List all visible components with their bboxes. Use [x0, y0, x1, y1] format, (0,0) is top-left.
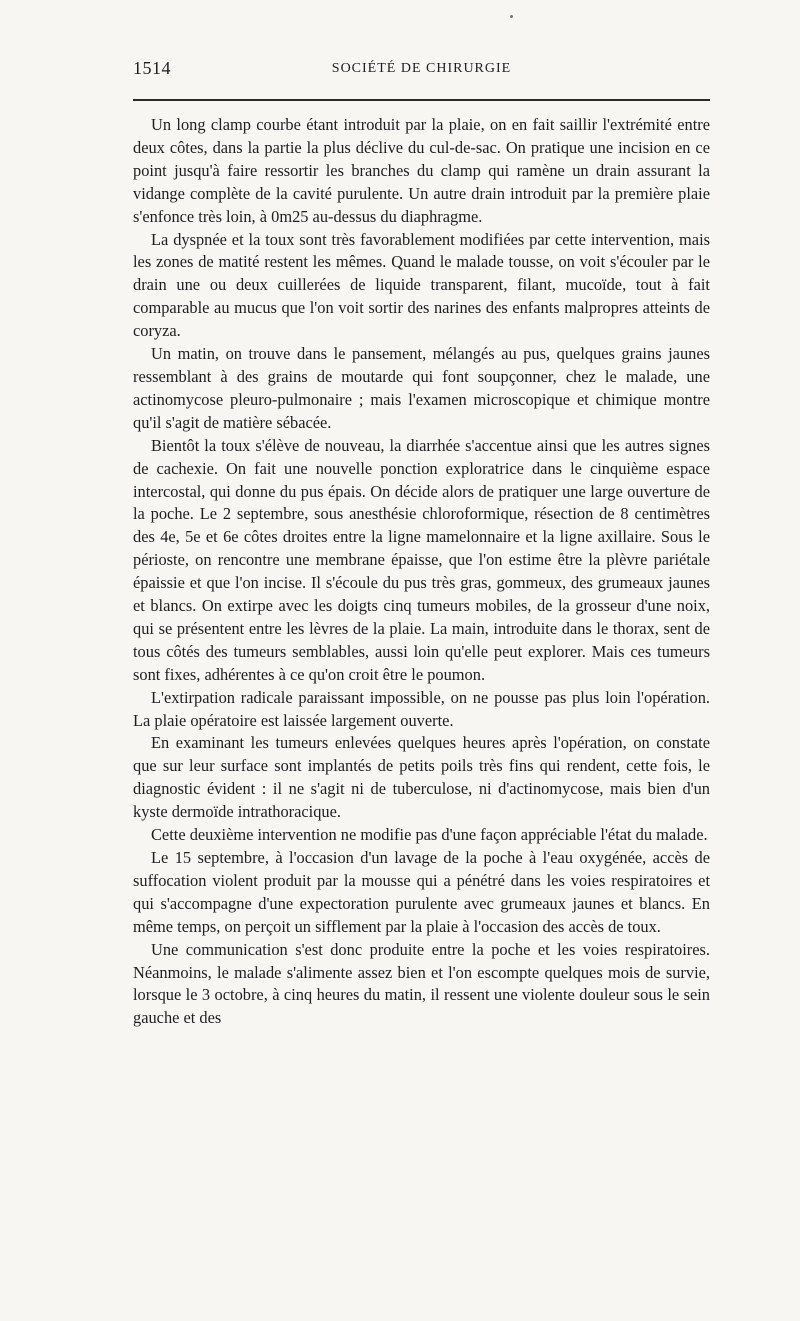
header-rule: [133, 99, 710, 101]
paragraph: La dyspnée et la toux sont très favorablement modifiées par cette intervention, mais les zones de matité restent les mêmes. Quand le malade tousse, on voit s'écouler par le drain une ou deux cuillerées de liquide transparent, filant, mucoïde, tout à fait comparable au mucus que l'on voit sortir des narines des enfants malpropres atteints de coryza.: [133, 229, 710, 341]
paragraph: Le 15 septembre, à l'occasion d'un lavage de la poche à l'eau oxygénée, accès de suffocation violent produit par la mousse qui a pénétré dans les voies respiratoires et qui s'accompagne d'une expectoration purulente avec grumeaux jaunes et blancs. En même temps, on perçoit un sifflement par la plaie à l'occasion des accès de toux.: [133, 848, 710, 936]
page-header: [133, 58, 710, 84]
running-head: SOCIÉTÉ DE CHIRURGIE: [331, 61, 512, 76]
paragraph: Une communication s'est donc produite entre la poche et les voies respiratoires. Néanmoins, le malade s'alimente assez bien et l'on escompte quelques mois de survie, lorsque le 3 octobre, à cinq heures du matin, il ressent une violente douleur sous le sein gauche et des: [133, 939, 710, 1028]
paragraph: En examinant les tumeurs enlevées quelques heures après l'opération, on constate que sur leur surface sont implantés de petits poils très fins qui rendent, cette fois, le diagnostic évident : il ne s'agit ni de tuberculose, ni d'actinomycose, mais bien d'un kyste dermoïde intrathoracique.: [133, 733, 710, 822]
paragraph: L'extirpation radicale paraissant impossible, on ne pousse pas plus loin l'opération. La plaie opératoire est laissée largement ouverte.: [133, 687, 710, 730]
paragraph: Un matin, on trouve dans le pansement, mélangés au pus, quelques grains jaunes ressemblant à des grains de moutarde qui font soupçonner, chez le malade, une actinomycose pleuro-pulmonaire ; mais l'examen microscopique et chimique montre qu'il s'agit de matière sébacée.: [133, 344, 710, 432]
body-text: [133, 114, 710, 1030]
paragraph: Un long clamp courbe étant introduit par la plaie, on en fait saillir l'extrémité entre deux côtes, dans la partie la plus déclive du cul-de-sac. On pratique une incision en ce point jusqu'à faire ressortir les branches du clamp qui ramène un drain assurant la vidange complète de la cavité purulente. Un autre drain introduit par la première plaie s'enfonce très loin, à 0m25 au-dessus du diaphragme.: [133, 115, 710, 226]
paragraph: Cette deuxième intervention ne modifie pas d'une façon appréciable l'état du malade.: [151, 825, 708, 845]
ink-speck: [510, 15, 513, 18]
paragraph: Bientôt la toux s'élève de nouveau, la diarrhée s'accentue ainsi que les autres signes de cachexie. On fait une nouvelle ponction exploratrice dans le cinquième espace intercostal, qui donne du pus épais. On décide alors de pratiquer une large ouverture de la poche. Le 2 septembre, sous anesthésie chloroformique, résection de 8 centimètres des 4e, 5e et 6e côtes droites entre la ligne mamelonnaire et la ligne axillaire. Sous le périoste, on rencontre une membrane épaisse, que l'on estime être la plèvre pariétale épaissie et que l'on incise. Il s'écoule du pus très gras, gommeux, des grumeaux jaunes et blancs. On extirpe avec les doigts cinq tumeurs mobiles, de la grosseur d'une noix, qui se présentent entre les lèvres de la plaie. La main, introduite dans le thorax, sent de tous côtés des tumeurs semblables, aussi loin qu'elle peut explorer. Mais ces tumeurs sont fixes, adhérentes à ce qu'on croit être le poumon.: [133, 435, 710, 684]
page-number: 1514: [133, 58, 171, 78]
